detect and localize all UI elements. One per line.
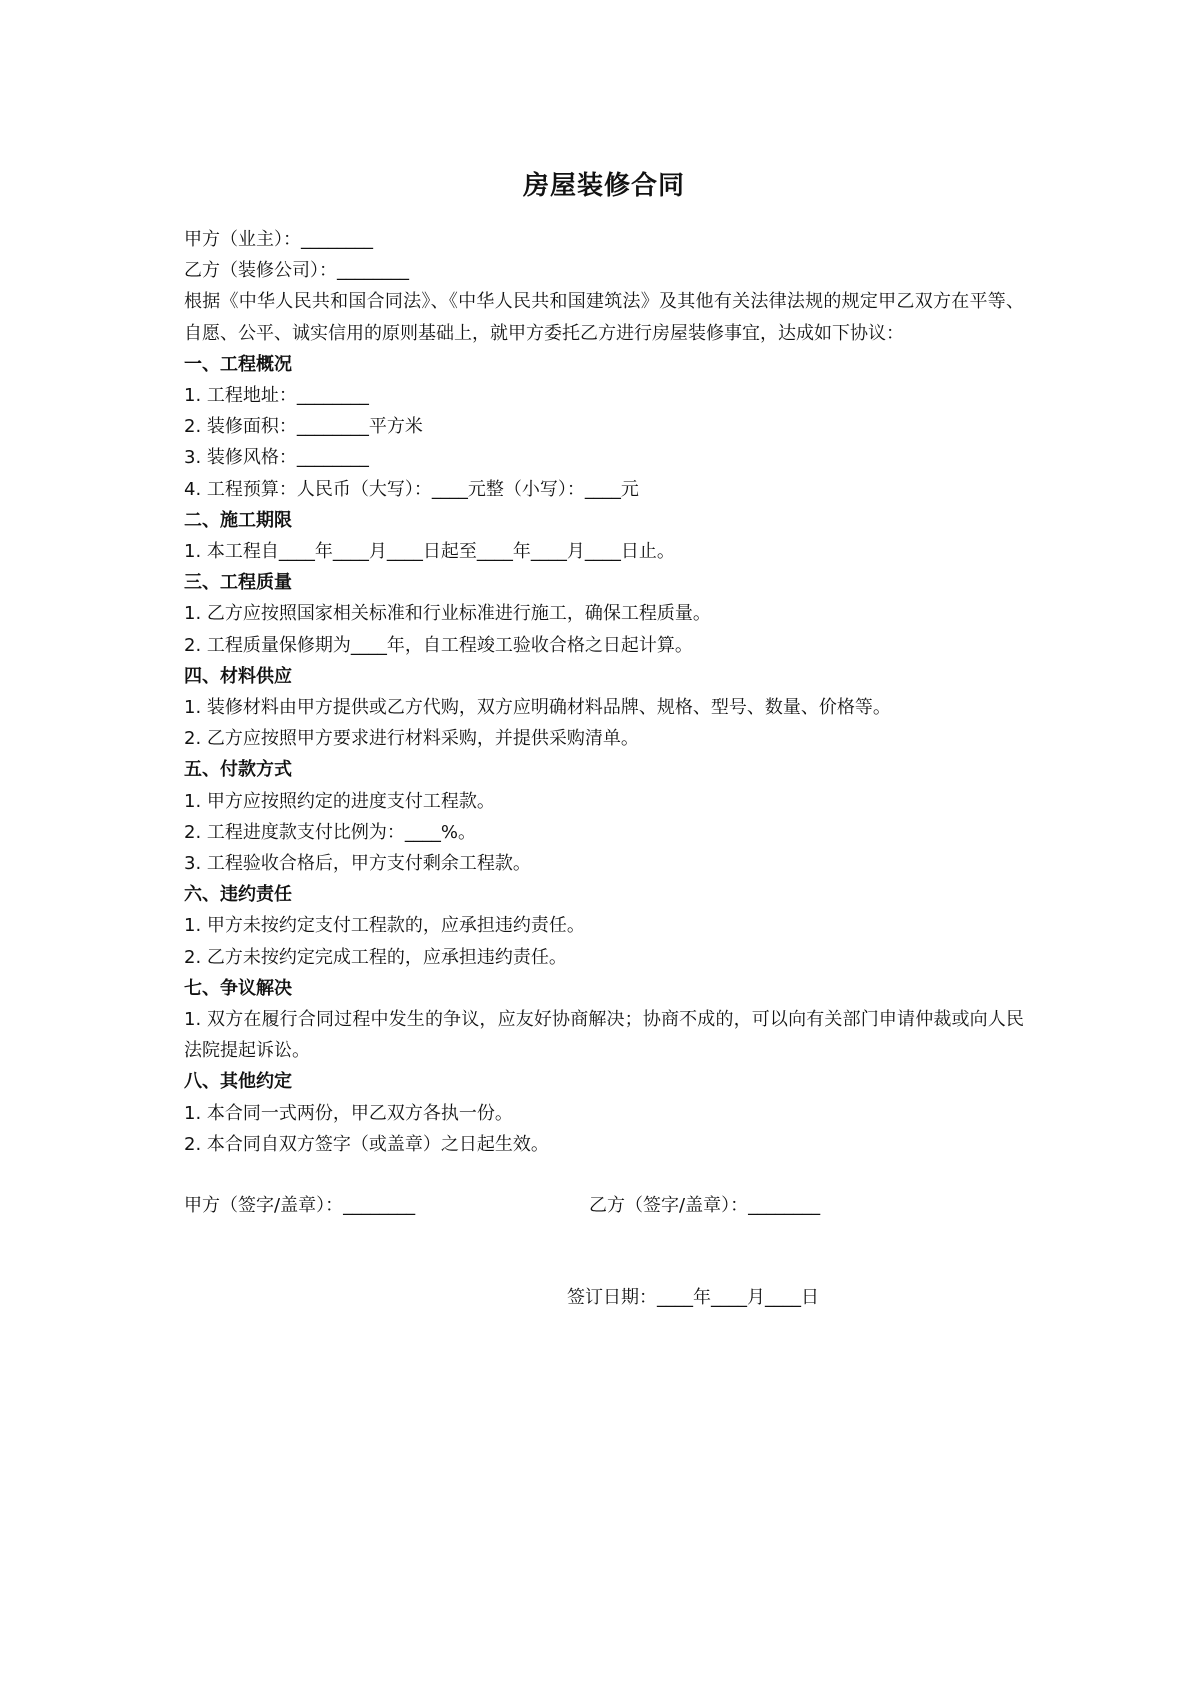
section-payment	[184, 754, 1024, 879]
section-heading: 八、其他约定	[184, 1071, 292, 1093]
clause-item: 4. 工程预算：人民币（大写）：____元整（小写）：____元	[184, 478, 639, 500]
clause-item: 1. 乙方应按照国家相关标准和行业标准进行施工，确保工程质量。	[184, 603, 711, 625]
clause-item: 1. 甲方应按照约定的进度支付工程款。	[184, 790, 495, 812]
section-heading: 四、材料供应	[184, 665, 292, 687]
clause-item: 2. 工程质量保修期为____年，自工程竣工验收合格之日起计算。	[184, 634, 693, 656]
section-liability	[184, 879, 1024, 973]
section-dispute	[184, 973, 1024, 1067]
intro-paragraph: 根据《中华人民共和国合同法》、《中华人民共和国建筑法》及其他有关法律法规的规定甲乙双方在平等、自愿、公平、诚实信用的原则基础上，就甲方委托乙方进行房屋装修事宜，达成如下协议：	[184, 291, 1024, 344]
section-materials	[184, 661, 1024, 755]
section-other	[184, 1066, 1024, 1160]
section-quality	[184, 567, 1024, 661]
clause-item: 2. 乙方未按约定完成工程的，应承担违约责任。	[184, 946, 567, 968]
party-a-signature: 甲方（签字/盖章）：________	[184, 1195, 416, 1217]
signing-date-row	[184, 1282, 1024, 1314]
section-construction-period	[184, 505, 1024, 567]
party-b-signature: 乙方（签字/盖章）：________	[589, 1195, 821, 1217]
clause-item: 1. 装修材料由甲方提供或乙方代购，双方应明确材料品牌、规格、型号、数量、价格等。	[184, 697, 891, 719]
section-project-overview	[184, 349, 1024, 505]
section-heading: 三、工程质量	[184, 572, 292, 594]
clause-item: 2. 本合同自双方签字（或盖章）之日起生效。	[184, 1133, 549, 1155]
section-heading: 七、争议解决	[184, 977, 292, 999]
section-heading: 二、施工期限	[184, 509, 292, 531]
section-heading: 一、工程概况	[184, 353, 292, 375]
section-heading: 六、违约责任	[184, 884, 292, 906]
section-heading: 五、付款方式	[184, 759, 292, 781]
clause-item: 3. 工程验收合格后，甲方支付剩余工程款。	[184, 853, 531, 875]
signing-date: 签订日期：____年____月____日	[567, 1287, 819, 1309]
clause-item: 2. 工程进度款支付比例为：____%。	[184, 821, 476, 843]
clause-item: 1. 本工程自____年____月____日起至____年____月____日止。	[184, 541, 675, 563]
party-a-line: 甲方（业主）：________	[184, 229, 373, 250]
clause-item: 1. 工程地址：________	[184, 385, 369, 407]
clause-item: 3. 装修风格：________	[184, 447, 369, 469]
clause-item: 2. 装修面积：________平方米	[184, 416, 423, 438]
document-title: 房屋装修合同	[522, 171, 685, 201]
clause-item: 1. 甲方未按约定支付工程款的，应承担违约责任。	[184, 915, 585, 937]
party-b-line: 乙方（装修公司）：________	[184, 260, 409, 282]
clause-item: 1. 双方在履行合同过程中发生的争议，应友好协商解决；协商不成的，可以向有关部门申请仲裁或向人民法院提起诉讼。	[184, 1009, 1024, 1062]
clause-item: 1. 本合同一式两份，甲乙双方各执一份。	[184, 1102, 513, 1124]
clause-item: 2. 乙方应按照甲方要求进行材料采购，并提供采购清单。	[184, 728, 639, 750]
signature-row	[184, 1190, 1024, 1222]
contract-document	[184, 168, 1024, 1314]
